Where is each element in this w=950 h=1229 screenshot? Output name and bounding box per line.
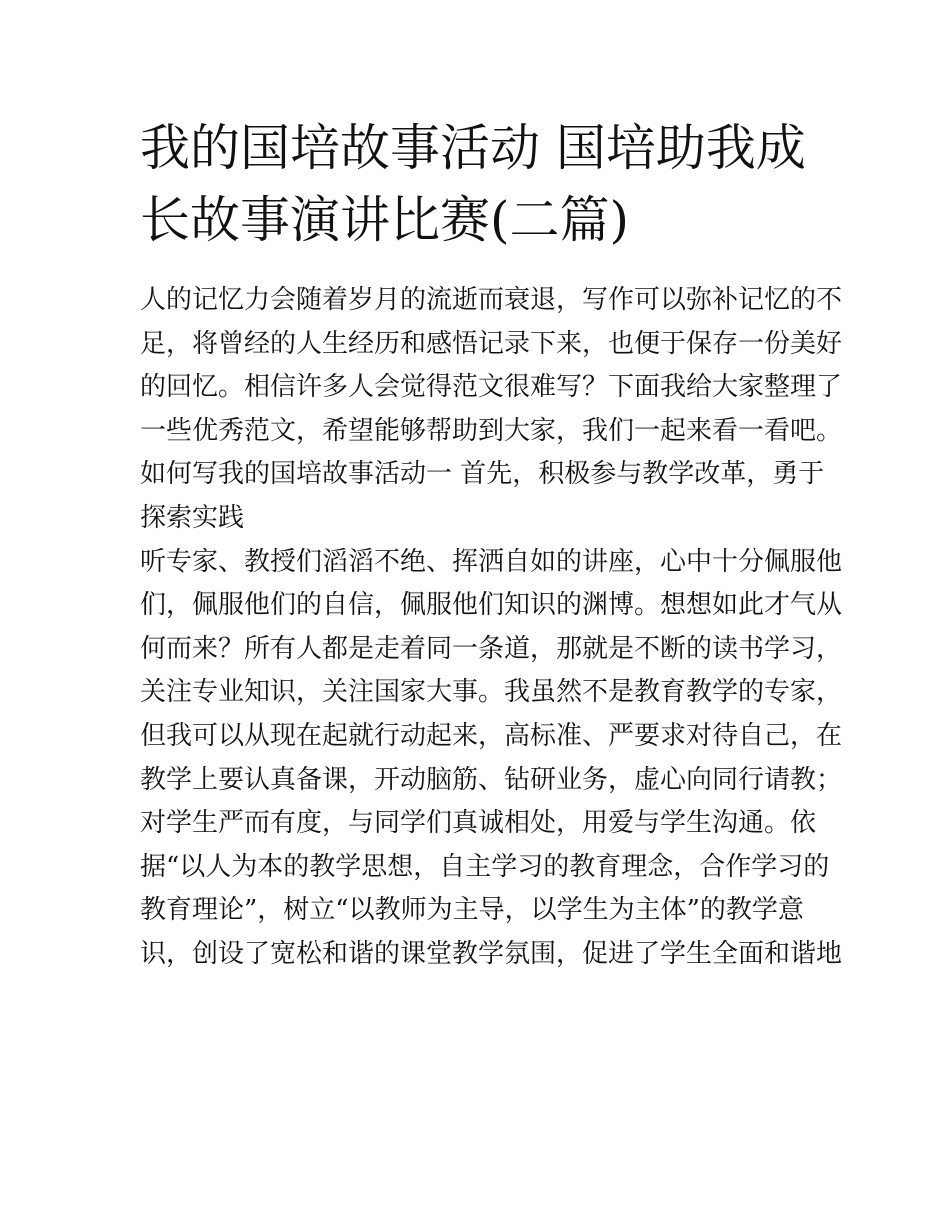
body-line: 何而来？所有人都是走着同一条道，那就是不断的读书学习， bbox=[140, 633, 843, 664]
body-line: 据“以人为本的教学思想，自主学习的教育理念，合作学习的 bbox=[140, 851, 830, 882]
body-line: 的回忆。相信许多人会觉得范文很难写？下面我给大家整理了 bbox=[140, 372, 843, 403]
body-line: 但我可以从现在起就行动起来，高标准、严要求对待自己，在 bbox=[140, 720, 843, 751]
body-line: 教学上要认真备课，开动脑筋、钻研业务，虚心向同行请教； bbox=[140, 764, 843, 795]
title-line: 长故事演讲比赛(二篇) bbox=[140, 191, 630, 249]
body-line: 人的记忆力会随着岁月的流逝而衰退，写作可以弥补记忆的不 bbox=[140, 285, 843, 315]
title-line: 我的国培故事活动 国培助我成 bbox=[140, 119, 806, 177]
body-line: 听专家、教授们滔滔不绝、挥洒自如的讲座，心中十分佩服他 bbox=[140, 546, 843, 577]
body-line: 教育理论”，树立“以教师为主导，以学生为主体”的教学意 bbox=[140, 895, 804, 926]
document-body bbox=[140, 279, 843, 977]
body-line: 如何写我的国培故事活动一 首先，积极参与教学改革，勇于 bbox=[140, 459, 825, 490]
body-line: 对学生严而有度，与同学们真诚相处，用爱与学生沟通。依 bbox=[140, 808, 817, 839]
body-line: 关注专业知识，关注国家大事。我虽然不是教育教学的专家， bbox=[140, 677, 843, 708]
body-line: 探索实践 bbox=[140, 502, 245, 533]
body-line: 一些优秀范文，希望能够帮助到大家，我们一起来看一看吧。 bbox=[140, 415, 843, 446]
body-line: 识，创设了宽松和谐的课堂教学氛围，促进了学生全面和谐地 bbox=[140, 938, 843, 969]
body-line: 们，佩服他们的自信，佩服他们知识的渊博。想想如此才气从 bbox=[140, 590, 843, 621]
body-line: 足，将曾经的人生经历和感悟记录下来，也便于保存一份美好 bbox=[140, 328, 843, 359]
document-title bbox=[140, 112, 830, 256]
